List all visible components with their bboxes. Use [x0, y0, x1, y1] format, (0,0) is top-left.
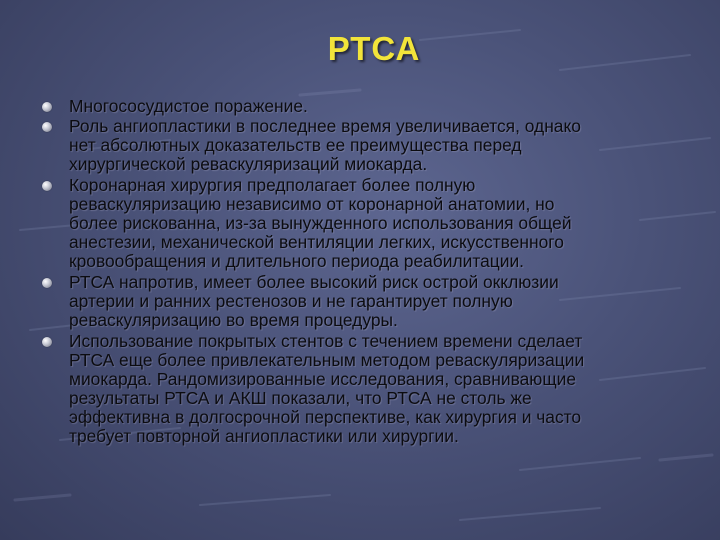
- sphere-bullet-icon: [42, 122, 52, 132]
- list-item: [42, 332, 704, 446]
- list-item-text: Коронарная хирургия предполагает более полную: [69, 175, 476, 195]
- list-item: [42, 273, 704, 330]
- list-item-text: более рискованна, из-за вынужденного использования общей: [69, 213, 572, 233]
- slide-title: РТСА: [327, 30, 421, 67]
- list-item-text: хирургической реваскуляризаций миокарда.: [69, 154, 428, 174]
- sphere-bullet-icon: [42, 102, 52, 112]
- list-item-text: реваскуляризацию во время процедуры.: [69, 310, 398, 330]
- sphere-bullet-icon: [42, 181, 52, 191]
- list-item: [42, 117, 704, 174]
- list-item-text: результаты РТСА и АКШ показали, что РТСА не столь же: [69, 388, 532, 408]
- list-item: [42, 176, 704, 271]
- list-item-text: Использование покрытых стентов с течением времени сделает: [69, 331, 583, 351]
- list-item-text: артерии и ранних рестенозов и не гарантирует полную: [69, 291, 513, 311]
- list-item-text: нет абсолютных доказательств ее преимущества перед: [69, 135, 522, 155]
- list-item-text: Роль ангиопластики в последнее время увеличивается, однако: [69, 116, 581, 136]
- sphere-bullet-icon: [42, 278, 52, 288]
- list-item-text: реваскуляризацию независимо от коронарной анатомии, но: [69, 194, 555, 214]
- list-item-text: РТСА напротив, имеет более высокий риск острой окклюзии: [69, 272, 559, 292]
- sphere-bullet-icon: [42, 337, 52, 347]
- list-item-text: миокарда. Рандомизированные исследования, сравнивающие: [69, 369, 577, 389]
- list-item-text: требует повторной ангиопластики или хирургии.: [69, 426, 459, 446]
- list-item-text: эффективна в долгосрочной перспективе, как хирургия и часто: [69, 407, 582, 427]
- bullet-list: [42, 97, 704, 446]
- list-item-text: Многососудистое поражение.: [69, 96, 308, 116]
- list-item: [42, 97, 704, 116]
- list-item-text: анестезии, механической вентиляции легких, искусственного: [69, 232, 564, 252]
- list-item-text: кровообращения и длительного периода реабилитации.: [69, 251, 524, 271]
- list-item-text: РТСА еще более привлекательным методом реваскуляризации: [69, 350, 585, 370]
